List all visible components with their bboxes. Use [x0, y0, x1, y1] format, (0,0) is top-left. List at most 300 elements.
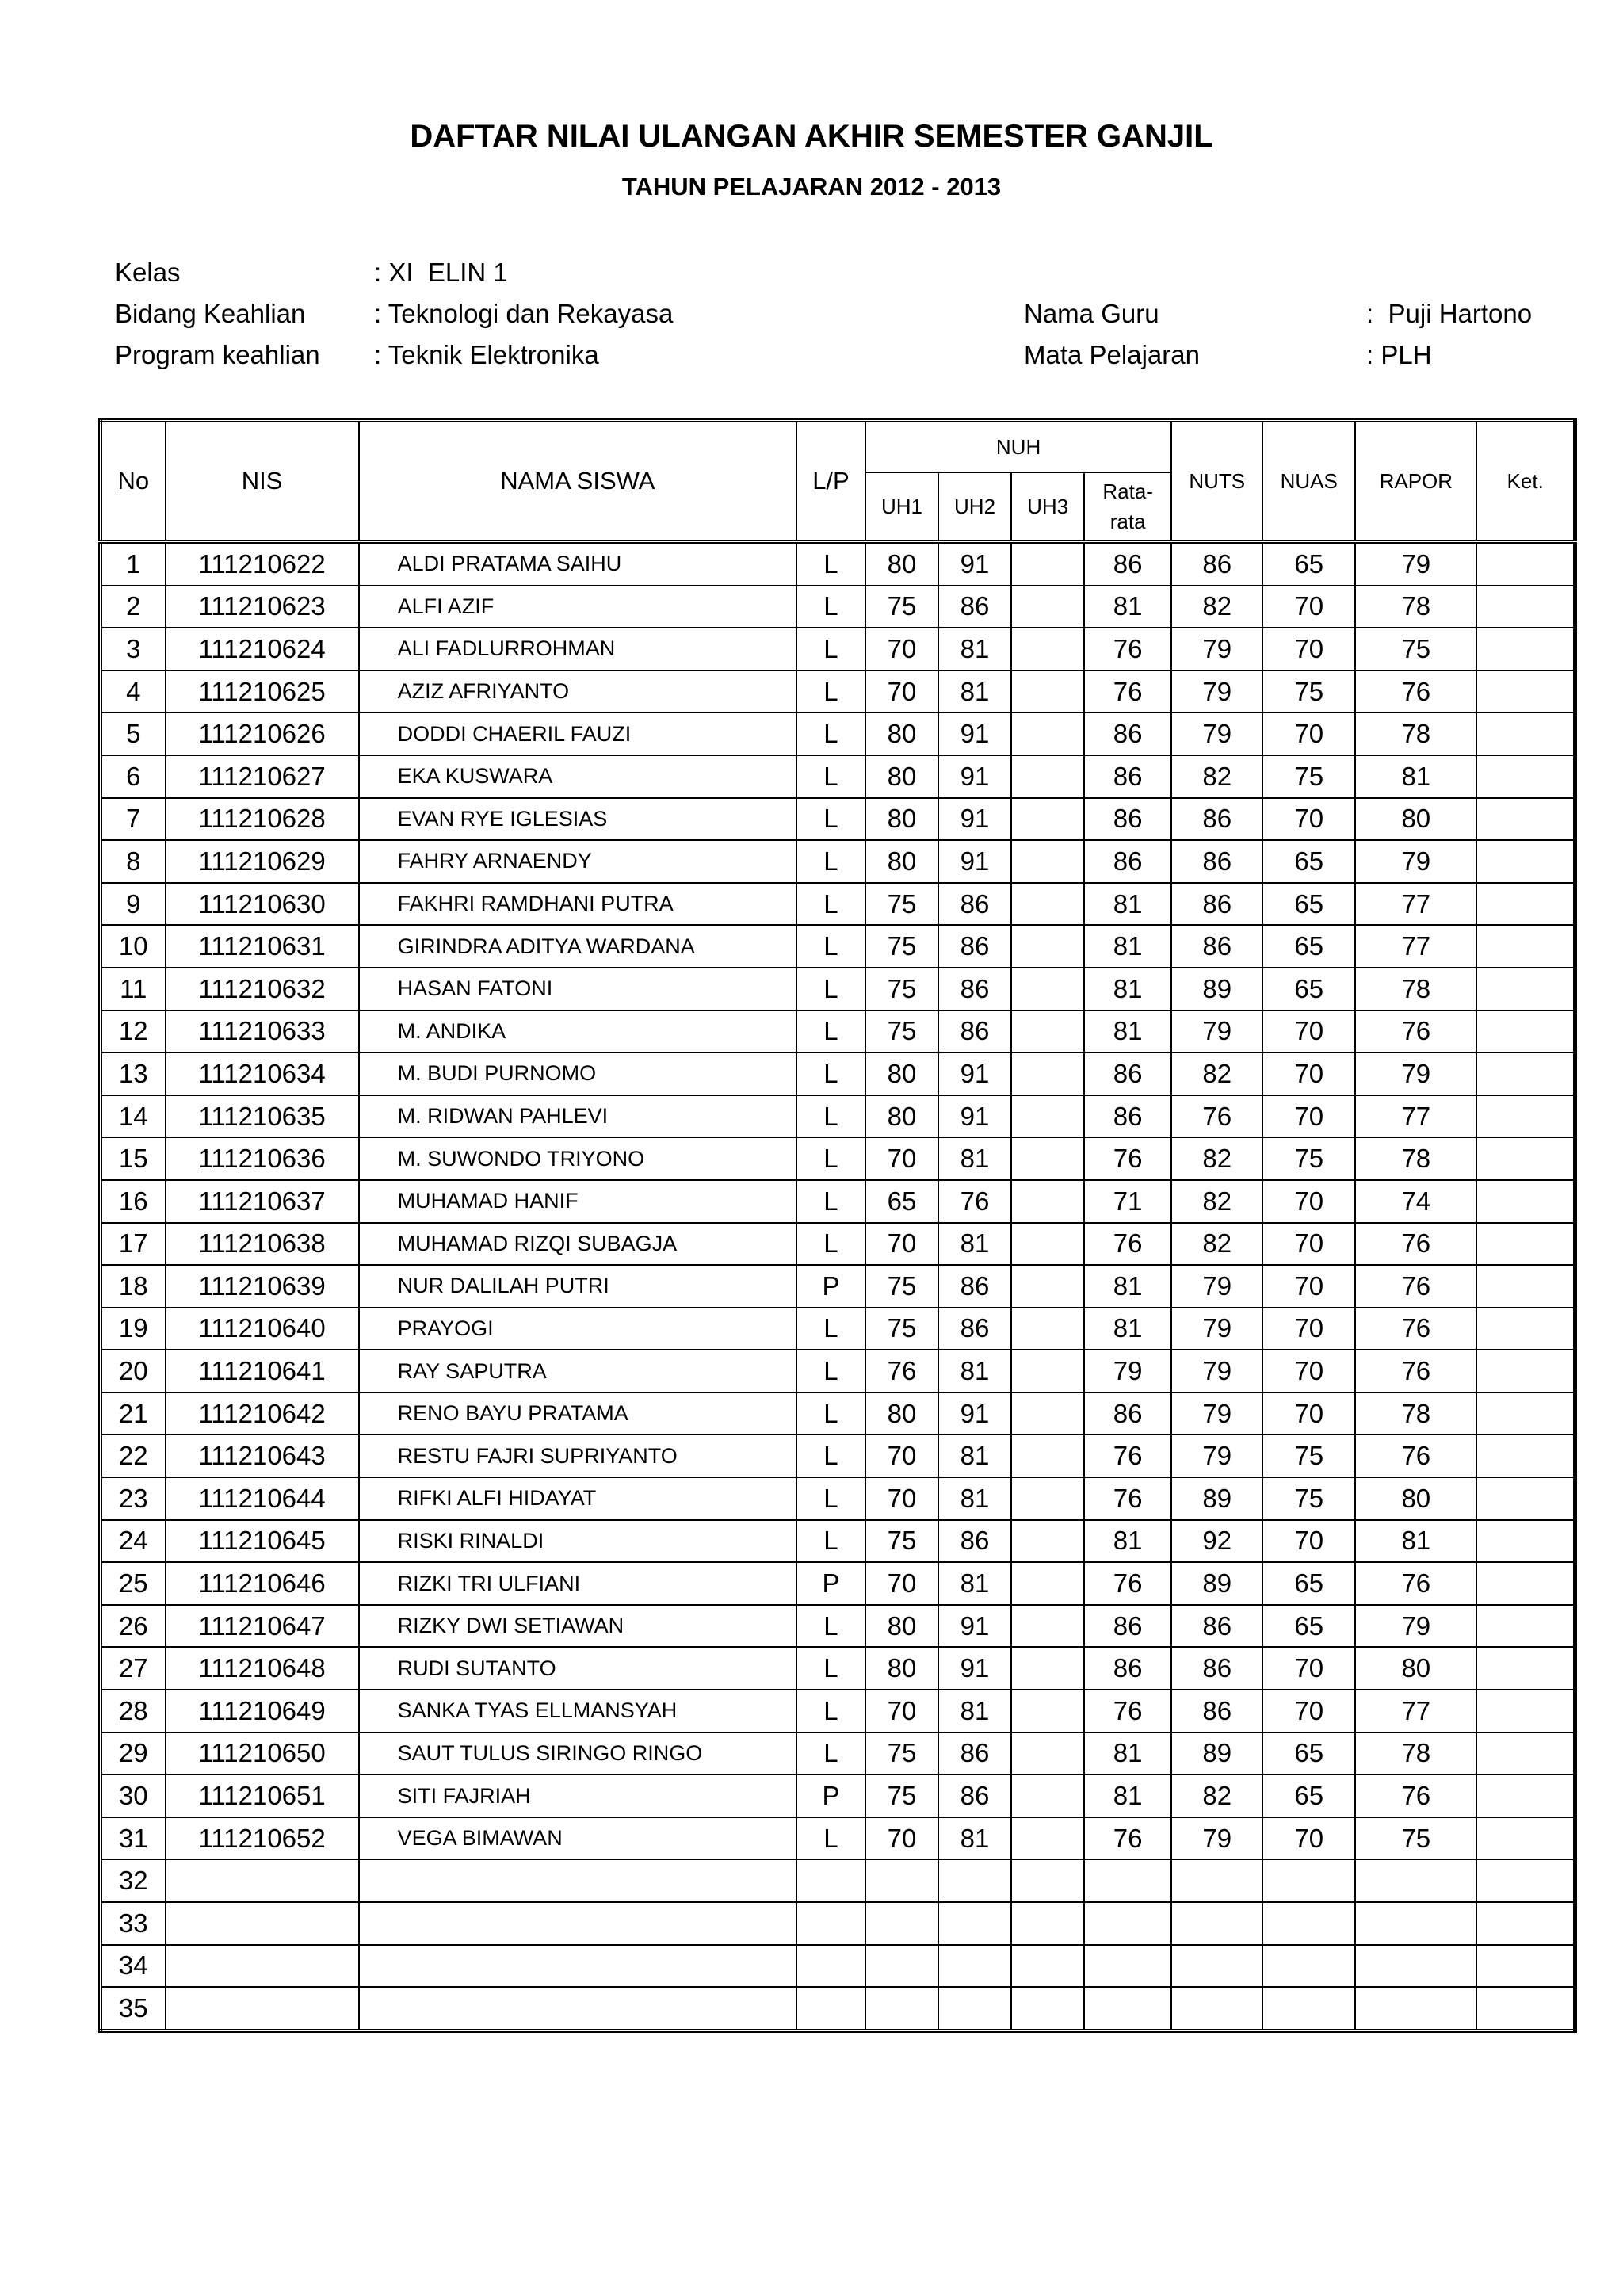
cell-nuts: 79 [1171, 712, 1262, 755]
cell-ket [1476, 968, 1575, 1010]
cell-lp: L [796, 798, 865, 841]
cell-nuas: 70 [1262, 1010, 1355, 1053]
cell-uh1 [865, 1945, 938, 1988]
cell-nama: M. BUDI PURNOMO [359, 1052, 796, 1095]
table-row [101, 1605, 1575, 1648]
cell-nuts: 86 [1171, 1647, 1262, 1690]
cell-lp: L [796, 925, 865, 968]
cell-uh2: 91 [938, 1052, 1011, 1095]
cell-lp: L [796, 968, 865, 1010]
cell-ket [1476, 1859, 1575, 1902]
cell-nis: 111210652 [166, 1817, 359, 1860]
cell-nama: RIFKI ALFI HIDAYAT [359, 1477, 796, 1520]
cell-nama [359, 1859, 796, 1902]
cell-uh1: 75 [865, 586, 938, 628]
cell-nis: 111210623 [166, 586, 359, 628]
header-uh3: UH3 [1011, 472, 1084, 542]
cell-nuas: 65 [1262, 1605, 1355, 1648]
cell-no: 24 [101, 1520, 166, 1563]
cell-uh3 [1011, 1520, 1084, 1563]
cell-nis: 111210644 [166, 1477, 359, 1520]
cell-uh2: 91 [938, 542, 1011, 586]
cell-nuas: 75 [1262, 1477, 1355, 1520]
cell-uh1: 75 [865, 925, 938, 968]
cell-uh3 [1011, 1010, 1084, 1053]
cell-rapor: 78 [1355, 1137, 1476, 1180]
cell-nuts: 82 [1171, 586, 1262, 628]
cell-nama: SANKA TYAS ELLMANSYAH [359, 1690, 796, 1733]
header-nuh: NUH [865, 421, 1171, 473]
table-row [101, 1647, 1575, 1690]
cell-ket [1476, 755, 1575, 798]
cell-nis [166, 1902, 359, 1945]
cell-nuas: 65 [1262, 883, 1355, 926]
cell-rata-rata: 76 [1084, 1690, 1171, 1733]
cell-uh3 [1011, 1733, 1084, 1775]
cell-rapor [1355, 1987, 1476, 2030]
cell-uh2: 81 [938, 1137, 1011, 1180]
table-row [101, 925, 1575, 968]
cell-uh1: 75 [865, 1733, 938, 1775]
cell-nama: M. RIDWAN PAHLEVI [359, 1095, 796, 1138]
table-row [101, 1733, 1575, 1775]
cell-nis: 111210641 [166, 1350, 359, 1392]
cell-uh3 [1011, 798, 1084, 841]
cell-nama: PRAYOGI [359, 1308, 796, 1350]
cell-uh1: 80 [865, 755, 938, 798]
cell-rapor: 77 [1355, 883, 1476, 926]
cell-no: 14 [101, 1095, 166, 1138]
table-row [101, 586, 1575, 628]
cell-rata-rata: 81 [1084, 1775, 1171, 1817]
table-row [101, 712, 1575, 755]
cell-uh1: 65 [865, 1180, 938, 1223]
cell-nama [359, 1945, 796, 1988]
cell-nama: SITI FAJRIAH [359, 1775, 796, 1817]
cell-nuts: 86 [1171, 883, 1262, 926]
cell-nis: 111210646 [166, 1562, 359, 1605]
cell-uh2: 86 [938, 1308, 1011, 1350]
cell-ket [1476, 1690, 1575, 1733]
cell-uh3 [1011, 755, 1084, 798]
cell-nis: 111210637 [166, 1180, 359, 1223]
cell-uh3 [1011, 883, 1084, 926]
cell-rata-rata: 86 [1084, 840, 1171, 883]
document-title: DAFTAR NILAI ULANGAN AKHIR SEMESTER GANJIL [410, 119, 1213, 154]
cell-rapor: 74 [1355, 1180, 1476, 1223]
cell-lp: L [796, 840, 865, 883]
cell-uh2: 86 [938, 586, 1011, 628]
cell-rapor: 77 [1355, 925, 1476, 968]
table-row [101, 1435, 1575, 1477]
cell-uh1 [865, 1902, 938, 1945]
cell-uh2: 76 [938, 1180, 1011, 1223]
cell-nuas: 75 [1262, 1435, 1355, 1477]
cell-rapor [1355, 1859, 1476, 1902]
cell-uh1: 75 [865, 1308, 938, 1350]
cell-nama: RIZKI TRI ULFIANI [359, 1562, 796, 1605]
cell-nuas: 65 [1262, 968, 1355, 1010]
cell-uh2: 91 [938, 1095, 1011, 1138]
cell-no: 29 [101, 1733, 166, 1775]
cell-rata-rata: 76 [1084, 1137, 1171, 1180]
guru-label: Nama Guru [1024, 299, 1159, 328]
cell-uh3 [1011, 1095, 1084, 1138]
cell-uh3 [1011, 670, 1084, 713]
cell-no: 4 [101, 670, 166, 713]
cell-uh2 [938, 1945, 1011, 1988]
cell-rata-rata: 76 [1084, 1562, 1171, 1605]
cell-nuts: 86 [1171, 1605, 1262, 1648]
cell-uh1: 80 [865, 1392, 938, 1435]
cell-nis [166, 1859, 359, 1902]
cell-nuts: 86 [1171, 925, 1262, 968]
cell-nuts: 82 [1171, 1052, 1262, 1095]
cell-lp: L [796, 755, 865, 798]
cell-no: 31 [101, 1817, 166, 1860]
cell-ket [1476, 542, 1575, 586]
cell-rata-rata: 86 [1084, 798, 1171, 841]
cell-uh3 [1011, 1690, 1084, 1733]
header-rata-line1: Rata- [1102, 479, 1153, 503]
cell-uh1: 80 [865, 542, 938, 586]
cell-uh3 [1011, 1945, 1084, 1988]
cell-ket [1476, 1095, 1575, 1138]
cell-uh2: 86 [938, 1010, 1011, 1053]
cell-ket [1476, 1605, 1575, 1648]
cell-nis: 111210650 [166, 1733, 359, 1775]
cell-ket [1476, 1733, 1575, 1775]
cell-lp: L [796, 1733, 865, 1775]
cell-uh1: 80 [865, 840, 938, 883]
cell-uh2: 86 [938, 1775, 1011, 1817]
cell-rapor: 76 [1355, 1265, 1476, 1308]
table-row [101, 1052, 1575, 1095]
table-row [101, 1265, 1575, 1308]
cell-nuts: 82 [1171, 1775, 1262, 1817]
cell-uh1: 76 [865, 1350, 938, 1392]
cell-nama: SAUT TULUS SIRINGO RINGO [359, 1733, 796, 1775]
cell-ket [1476, 670, 1575, 713]
cell-nuts: 82 [1171, 1180, 1262, 1223]
cell-nis: 111210640 [166, 1308, 359, 1350]
cell-uh1: 70 [865, 628, 938, 670]
mapel-value: : PLH [1366, 340, 1432, 369]
cell-uh3 [1011, 712, 1084, 755]
cell-uh1: 70 [865, 670, 938, 713]
cell-nuas: 70 [1262, 1817, 1355, 1860]
cell-uh2: 91 [938, 712, 1011, 755]
cell-ket [1476, 586, 1575, 628]
cell-lp: L [796, 1350, 865, 1392]
grades-table [98, 418, 1577, 2033]
cell-nuas: 65 [1262, 925, 1355, 968]
cell-ket [1476, 840, 1575, 883]
cell-rapor: 78 [1355, 968, 1476, 1010]
cell-nuas: 70 [1262, 1308, 1355, 1350]
cell-nuas: 70 [1262, 1392, 1355, 1435]
cell-rapor: 76 [1355, 1435, 1476, 1477]
cell-nama: RESTU FAJRI SUPRIYANTO [359, 1435, 796, 1477]
bidang-value: : Teknologi dan Rekayasa [374, 299, 674, 328]
cell-nama: MUHAMAD RIZQI SUBAGJA [359, 1223, 796, 1266]
cell-lp: L [796, 1180, 865, 1223]
cell-nama: HASAN FATONI [359, 968, 796, 1010]
cell-ket [1476, 1562, 1575, 1605]
table-row [101, 1902, 1575, 1945]
cell-lp [796, 1945, 865, 1988]
table-row [101, 1350, 1575, 1392]
document-subtitle: TAHUN PELAJARAN 2012 - 2013 [621, 173, 1002, 201]
cell-uh3 [1011, 925, 1084, 968]
cell-rata-rata: 81 [1084, 586, 1171, 628]
cell-uh3 [1011, 586, 1084, 628]
cell-nis: 111210634 [166, 1052, 359, 1095]
cell-lp: L [796, 1308, 865, 1350]
cell-nuas: 70 [1262, 1265, 1355, 1308]
cell-nis: 111210624 [166, 628, 359, 670]
cell-uh2: 86 [938, 1520, 1011, 1563]
cell-nuts: 86 [1171, 542, 1262, 586]
guru-value: : Puji Hartono [1366, 299, 1533, 328]
cell-lp: L [796, 1052, 865, 1095]
header-uh2: UH2 [938, 472, 1011, 542]
cell-no: 20 [101, 1350, 166, 1392]
table-row [101, 1010, 1575, 1053]
cell-uh1: 70 [865, 1562, 938, 1605]
cell-rapor [1355, 1945, 1476, 1988]
cell-nuas: 65 [1262, 840, 1355, 883]
cell-rata-rata: 86 [1084, 1095, 1171, 1138]
cell-rapor: 78 [1355, 1392, 1476, 1435]
cell-rata-rata: 76 [1084, 1477, 1171, 1520]
cell-ket [1476, 1902, 1575, 1945]
cell-rata-rata: 81 [1084, 925, 1171, 968]
cell-uh3 [1011, 1775, 1084, 1817]
table-row [101, 1520, 1575, 1563]
cell-nis: 111210632 [166, 968, 359, 1010]
cell-uh1: 80 [865, 1647, 938, 1690]
cell-nama: ALDI PRATAMA SAIHU [359, 542, 796, 586]
cell-no: 3 [101, 628, 166, 670]
cell-uh3 [1011, 1180, 1084, 1223]
cell-nis: 111210643 [166, 1435, 359, 1477]
cell-uh3 [1011, 1902, 1084, 1945]
cell-uh2: 81 [938, 1690, 1011, 1733]
cell-nis: 111210633 [166, 1010, 359, 1053]
cell-nis: 111210649 [166, 1690, 359, 1733]
cell-nuas: 70 [1262, 712, 1355, 755]
cell-ket [1476, 1775, 1575, 1817]
cell-uh2: 86 [938, 883, 1011, 926]
cell-uh3 [1011, 1223, 1084, 1266]
cell-rapor: 76 [1355, 1775, 1476, 1817]
table-row [101, 1392, 1575, 1435]
cell-no: 25 [101, 1562, 166, 1605]
cell-uh2 [938, 1859, 1011, 1902]
table-row [101, 1859, 1575, 1902]
cell-rata-rata: 81 [1084, 1308, 1171, 1350]
cell-rata-rata: 76 [1084, 1435, 1171, 1477]
cell-lp [796, 1987, 865, 2030]
cell-nis: 111210645 [166, 1520, 359, 1563]
table-row [101, 1987, 1575, 2030]
header-no: No [101, 421, 166, 542]
cell-nuts: 86 [1171, 798, 1262, 841]
cell-rata-rata [1084, 1859, 1171, 1902]
table-row [101, 1180, 1575, 1223]
cell-ket [1476, 628, 1575, 670]
cell-nuts: 86 [1171, 1690, 1262, 1733]
cell-nuts: 79 [1171, 670, 1262, 713]
cell-ket [1476, 1052, 1575, 1095]
cell-nuas: 70 [1262, 628, 1355, 670]
cell-nama: DODDI CHAERIL FAUZI [359, 712, 796, 755]
cell-ket [1476, 798, 1575, 841]
cell-nuas: 70 [1262, 1223, 1355, 1266]
cell-uh2: 91 [938, 840, 1011, 883]
cell-uh3 [1011, 1265, 1084, 1308]
cell-nuas [1262, 1945, 1355, 1988]
cell-nuts [1171, 1987, 1262, 2030]
table-row [101, 628, 1575, 670]
cell-lp: L [796, 1520, 865, 1563]
cell-nama: EKA KUSWARA [359, 755, 796, 798]
cell-no: 11 [101, 968, 166, 1010]
cell-uh1 [865, 1987, 938, 2030]
cell-nuts: 79 [1171, 1817, 1262, 1860]
program-value: : Teknik Elektronika [374, 340, 599, 369]
cell-no: 10 [101, 925, 166, 968]
cell-nuts: 79 [1171, 1392, 1262, 1435]
cell-no: 27 [101, 1647, 166, 1690]
cell-nuts: 79 [1171, 1308, 1262, 1350]
table-row [101, 1817, 1575, 1860]
cell-nuas: 70 [1262, 1350, 1355, 1392]
cell-lp: L [796, 1647, 865, 1690]
header-lp: L/P [796, 421, 865, 542]
cell-rata-rata: 71 [1084, 1180, 1171, 1223]
cell-rata-rata: 76 [1084, 1223, 1171, 1266]
cell-rata-rata: 81 [1084, 968, 1171, 1010]
cell-rapor: 76 [1355, 1308, 1476, 1350]
cell-ket [1476, 1350, 1575, 1392]
cell-nuas: 70 [1262, 1690, 1355, 1733]
table-row [101, 1477, 1575, 1520]
cell-nuts: 79 [1171, 1265, 1262, 1308]
cell-uh1: 80 [865, 712, 938, 755]
cell-no: 34 [101, 1945, 166, 1988]
cell-uh3 [1011, 1137, 1084, 1180]
cell-rapor: 79 [1355, 1605, 1476, 1648]
cell-uh2: 91 [938, 1647, 1011, 1690]
cell-ket [1476, 1987, 1575, 2030]
cell-nuas [1262, 1859, 1355, 1902]
cell-no: 18 [101, 1265, 166, 1308]
cell-uh3 [1011, 1477, 1084, 1520]
cell-no: 9 [101, 883, 166, 926]
cell-lp: L [796, 1605, 865, 1648]
cell-nama: NUR DALILAH PUTRI [359, 1265, 796, 1308]
cell-nama: AZIZ AFRIYANTO [359, 670, 796, 713]
cell-lp: L [796, 1223, 865, 1266]
cell-lp: L [796, 1137, 865, 1180]
cell-uh2: 81 [938, 670, 1011, 713]
cell-rata-rata: 86 [1084, 755, 1171, 798]
cell-uh2: 91 [938, 1392, 1011, 1435]
cell-ket [1476, 1435, 1575, 1477]
cell-rata-rata: 81 [1084, 1733, 1171, 1775]
cell-lp: L [796, 1690, 865, 1733]
cell-nis: 111210631 [166, 925, 359, 968]
cell-uh2 [938, 1902, 1011, 1945]
header-ket: Ket. [1476, 421, 1575, 542]
cell-uh1: 75 [865, 883, 938, 926]
cell-nama: VEGA BIMAWAN [359, 1817, 796, 1860]
cell-rapor: 76 [1355, 1562, 1476, 1605]
cell-rata-rata: 86 [1084, 1605, 1171, 1648]
table-row [101, 798, 1575, 841]
cell-lp: L [796, 712, 865, 755]
cell-nis: 111210635 [166, 1095, 359, 1138]
cell-nuas: 65 [1262, 1775, 1355, 1817]
table-row [101, 542, 1575, 586]
cell-no: 1 [101, 542, 166, 586]
cell-uh3 [1011, 1987, 1084, 2030]
cell-nuas: 65 [1262, 1733, 1355, 1775]
cell-uh2: 91 [938, 798, 1011, 841]
cell-no: 7 [101, 798, 166, 841]
mapel-label: Mata Pelajaran [1024, 340, 1200, 369]
cell-rapor: 79 [1355, 542, 1476, 586]
cell-no: 2 [101, 586, 166, 628]
table-row [101, 1690, 1575, 1733]
cell-nuts: 79 [1171, 1010, 1262, 1053]
cell-nuts: 82 [1171, 755, 1262, 798]
table-row [101, 1308, 1575, 1350]
table-row [101, 755, 1575, 798]
cell-nuts: 89 [1171, 1733, 1262, 1775]
header-nis: NIS [166, 421, 359, 542]
cell-uh2: 91 [938, 755, 1011, 798]
bidang-label: Bidang Keahlian [115, 299, 306, 328]
cell-uh1: 75 [865, 1775, 938, 1817]
cell-uh1: 80 [865, 1605, 938, 1648]
cell-nis: 111210642 [166, 1392, 359, 1435]
cell-nuas: 65 [1262, 1562, 1355, 1605]
cell-lp: L [796, 1392, 865, 1435]
cell-nis: 111210625 [166, 670, 359, 713]
cell-rapor: 81 [1355, 755, 1476, 798]
cell-rapor: 75 [1355, 628, 1476, 670]
cell-nama: FAKHRI RAMDHANI PUTRA [359, 883, 796, 926]
cell-nama: M. SUWONDO TRIYONO [359, 1137, 796, 1180]
cell-no: 19 [101, 1308, 166, 1350]
cell-no: 16 [101, 1180, 166, 1223]
table-row [101, 840, 1575, 883]
cell-lp: L [796, 1010, 865, 1053]
cell-rapor: 80 [1355, 798, 1476, 841]
cell-nis [166, 1987, 359, 2030]
cell-rata-rata [1084, 1945, 1171, 1988]
cell-uh1: 80 [865, 1052, 938, 1095]
cell-nuts [1171, 1902, 1262, 1945]
cell-no: 35 [101, 1987, 166, 2030]
cell-uh1: 75 [865, 1010, 938, 1053]
cell-ket [1476, 1477, 1575, 1520]
cell-rapor: 76 [1355, 670, 1476, 713]
cell-uh2: 81 [938, 1350, 1011, 1392]
